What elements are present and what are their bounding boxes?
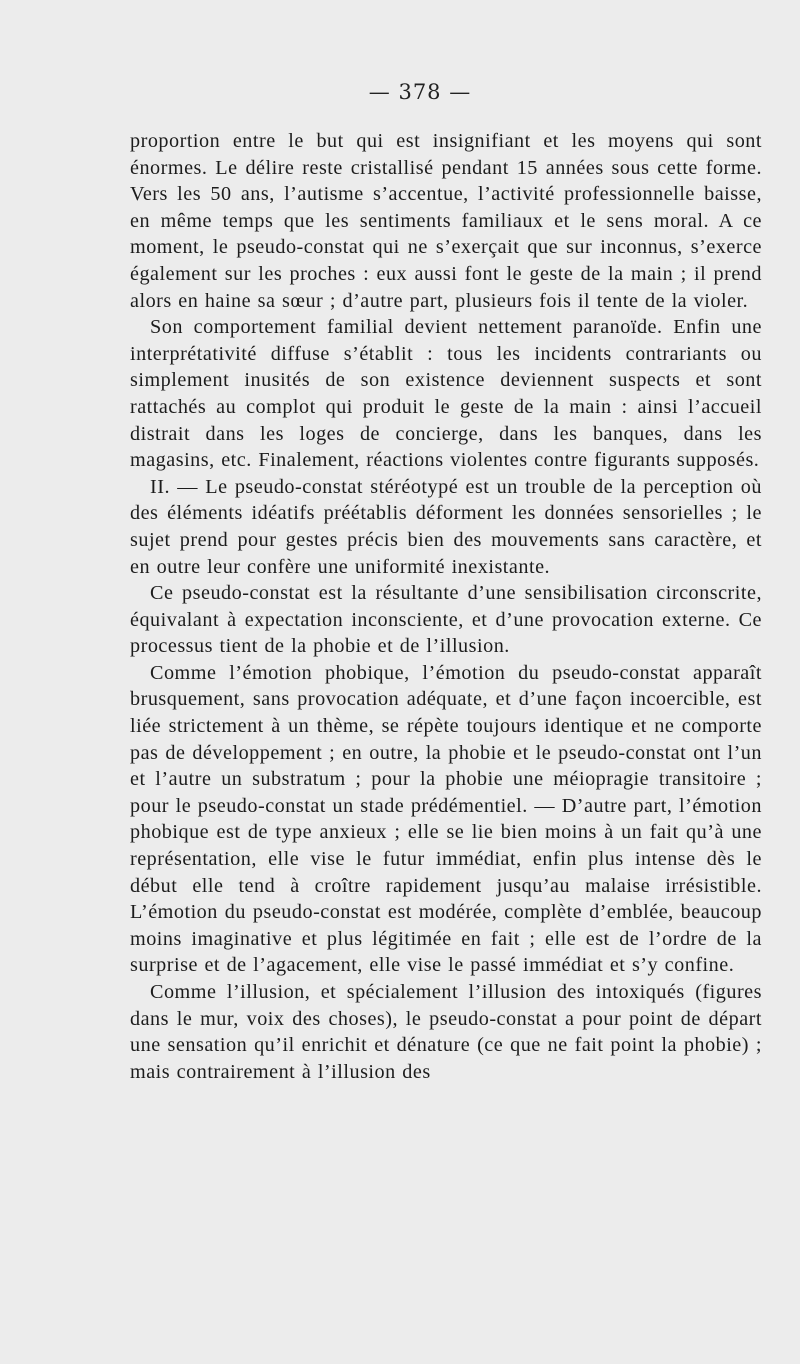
body-text [130,128,762,1085]
page-number: — 378 — [368,80,472,104]
paragraph-section-ii: II. — Le pseudo-constat stéréotypé est un trouble de la perception où des éléments idéatifs préétablis déforment les données sensorielles ; le sujet prend pour gestes précis bien des mouvements sans caractère, et en outre leur confère une uniformité inexistante. [130,475,762,578]
paragraph-resultant: Ce pseudo-constat est la résultante d’une sensibilisation circonscrite, équivalant à expectation inconsciente, et d’une provocation externe. Ce processus tient de la phobie et de l’illusion. [130,582,762,658]
paragraph-familial-behavior: Son comportement familial devient nettement paranoïde. Enfin une interprétativité diffuse s’établit : tous les incidents contrariants ou simplement inusités de son existence deviennent suspects et sont rattachés au complot qui produit le geste de la main : ainsi l’accueil distrait dans les loges de concierge, dans les banques, dans les magasins, etc. Finalement, réactions violentes contre figurants supposés. [130,316,762,472]
paragraph-continuation: proportion entre le but qui est insignifiant et les moyens qui sont énormes. Le délire reste cristallisé pendant 15 années sous cette forme. Vers les 50 ans, l’autisme s’accentue, l’activité professionnelle baisse, en même temps que les sentiments familiaux et le sens moral. A ce moment, le pseudo-constat qui ne s’exerçait que sur inconnus, s’exerce également sur les proches : eux aussi font le geste de la main ; il prend alors en haine sa sœur ; d’autre part, plusieurs fois il tente de la violer. [130,130,762,312]
paragraph-illusion: Comme l’illusion, et spécialement l’illusion des intoxiqués (figures dans le mur, voix des choses), le pseudo-constat a pour point de départ une sensation qu’il enrichit et dénature (ce que ne fait point la phobie) ; mais contrairement à l’illusion des [130,981,762,1083]
paragraph-phobic-emotion: Comme l’émotion phobique, l’émotion du pseudo-constat apparaît brusquement, sans provocation adéquate, et d’une façon incoercible, est liée strictement à un thème, se répète toujours identique et ne comporte pas de développement ; en outre, la phobie et le pseudo-constat ont l’un et l’autre un substratum ; pour la phobie une méiopragie transitoire ; pour le pseudo-constat un stade prédémentiel. — D’autre part, l’émotion phobique est de type anxieux ; elle se lie bien moins à un fait qu’à une représentation, elle vise le futur immédiat, enfin plus intense dès le début elle tend à croître rapidement jusqu’au malaise irrésistible. L’émotion du pseudo-constat est modérée, complète d’emblée, beaucoup moins imaginative et plus légitimée en fait ; elle est de l’ordre de la surprise et de l’agacement, elle vise le passé immédiat et s’y confine. [130,661,762,977]
